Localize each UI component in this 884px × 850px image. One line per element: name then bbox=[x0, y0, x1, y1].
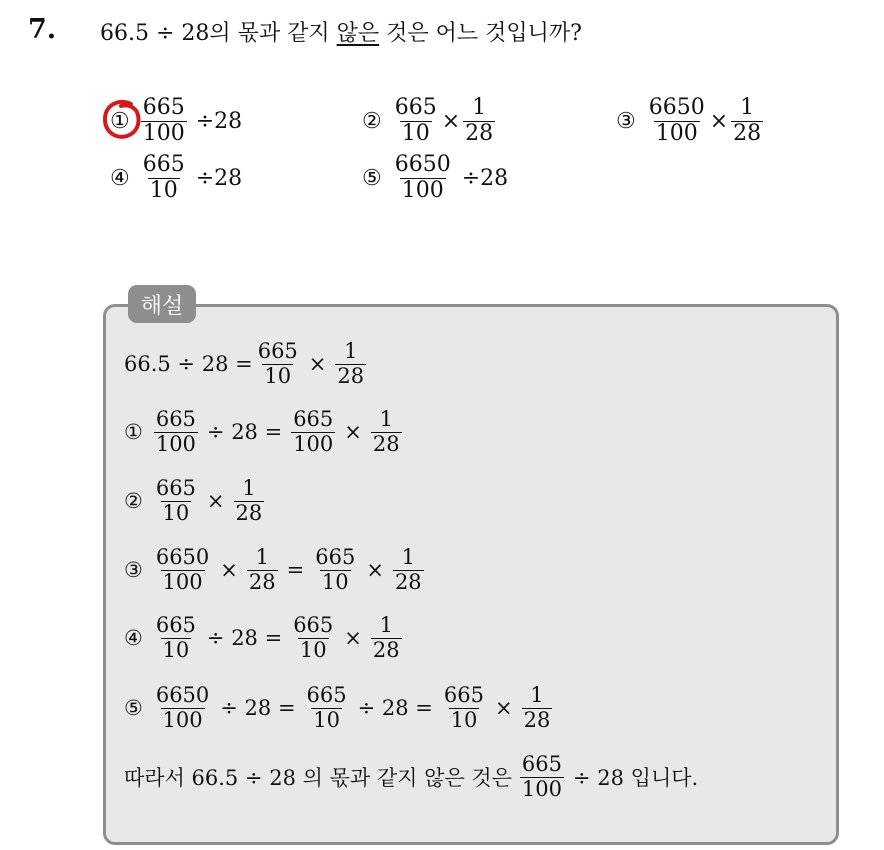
choice-2[interactable] bbox=[362, 96, 498, 146]
line-mark: ② bbox=[124, 489, 143, 514]
operator: ÷ 28 = bbox=[206, 420, 283, 445]
fraction bbox=[154, 546, 211, 594]
numerator: 665 bbox=[293, 613, 334, 637]
line-mark: ⑤ bbox=[124, 696, 143, 721]
numerator: 1 bbox=[379, 407, 393, 431]
fraction bbox=[371, 614, 402, 662]
numerator: 1 bbox=[242, 476, 256, 500]
choice-mark: ③ bbox=[616, 108, 636, 134]
denominator: 28 bbox=[372, 431, 400, 456]
choice-mark: ⑤ bbox=[362, 165, 382, 191]
operator: ÷ 28 = bbox=[357, 696, 433, 721]
numerator: 665 bbox=[155, 476, 196, 500]
choice-5[interactable] bbox=[362, 153, 514, 203]
numerator: 1 bbox=[472, 95, 487, 120]
fraction bbox=[520, 753, 564, 801]
numerator: 665 bbox=[394, 95, 437, 120]
numerator: 1 bbox=[255, 545, 269, 569]
operator: × bbox=[220, 558, 238, 583]
numerator: 1 bbox=[740, 95, 755, 120]
denominator: 100 bbox=[162, 569, 203, 594]
numerator: 665 bbox=[293, 407, 334, 431]
fraction bbox=[313, 546, 357, 594]
numerator: 665 bbox=[155, 407, 196, 431]
numerator: 6650 bbox=[394, 152, 451, 177]
denominator: 10 bbox=[149, 177, 178, 203]
operator: ÷ 28 = bbox=[206, 626, 283, 651]
fraction bbox=[141, 153, 187, 203]
numerator: 665 bbox=[306, 683, 347, 707]
circle-stroke bbox=[105, 102, 139, 137]
fraction bbox=[442, 684, 486, 732]
fraction bbox=[371, 408, 402, 456]
fraction bbox=[247, 546, 278, 594]
line-mark: ③ bbox=[124, 558, 143, 583]
denominator: 100 bbox=[655, 120, 698, 146]
numerator: 6650 bbox=[155, 683, 210, 707]
fraction bbox=[335, 340, 366, 388]
question-text bbox=[100, 16, 582, 47]
question-text-before: 66.5 ÷ 28의 몫과 같지 bbox=[100, 21, 337, 46]
numerator: 6650 bbox=[155, 545, 210, 569]
fraction bbox=[291, 408, 335, 456]
choice-4[interactable] bbox=[110, 153, 248, 203]
operator: ÷28 bbox=[195, 165, 243, 191]
denominator: 28 bbox=[394, 569, 422, 594]
operator: = bbox=[286, 558, 305, 583]
denominator: 100 bbox=[401, 177, 444, 203]
numerator: 1 bbox=[530, 683, 544, 707]
question-text-underlined: 않은 bbox=[336, 21, 380, 46]
denominator: 100 bbox=[155, 431, 196, 456]
operator: × bbox=[308, 352, 327, 377]
fraction bbox=[463, 96, 495, 146]
solution-intro bbox=[124, 340, 369, 388]
numerator: 1 bbox=[401, 545, 415, 569]
numerator: 665 bbox=[142, 152, 185, 177]
solution-line-1 bbox=[124, 408, 405, 456]
numerator: 6650 bbox=[648, 95, 705, 120]
fraction bbox=[731, 96, 763, 146]
denominator: 100 bbox=[293, 431, 334, 456]
operator: × bbox=[206, 489, 225, 514]
denominator: 10 bbox=[299, 637, 327, 662]
fraction bbox=[522, 684, 553, 732]
fraction bbox=[154, 614, 198, 662]
choice-mark: ④ bbox=[110, 165, 130, 191]
fraction bbox=[256, 340, 300, 388]
denominator: 28 bbox=[248, 569, 276, 594]
numerator: 665 bbox=[257, 339, 298, 363]
numerator: 665 bbox=[155, 613, 196, 637]
choice-3[interactable] bbox=[616, 96, 766, 146]
solution-tag: 해설 bbox=[128, 285, 196, 323]
question-text-after: 것은 어느 것입니까? bbox=[379, 21, 582, 46]
fraction bbox=[291, 614, 335, 662]
operator: ÷ 28 = bbox=[220, 696, 296, 721]
numerator: 1 bbox=[344, 339, 358, 363]
fraction bbox=[305, 684, 349, 732]
denominator: 10 bbox=[264, 363, 292, 388]
fraction bbox=[393, 153, 453, 203]
line-mark: ① bbox=[124, 420, 143, 445]
operator: × bbox=[709, 108, 729, 134]
selected-answer-circle-icon bbox=[101, 99, 141, 141]
conclusion-after: ÷ 28 입니다. bbox=[573, 766, 699, 791]
fraction bbox=[154, 684, 211, 732]
operator: × bbox=[344, 626, 362, 651]
denominator: 100 bbox=[142, 120, 185, 146]
conclusion-before: 따라서 66.5 ÷ 28 의 몫과 같지 않은 것은 bbox=[124, 766, 512, 791]
denominator: 28 bbox=[733, 120, 762, 146]
fraction bbox=[393, 546, 424, 594]
operator: ÷28 bbox=[461, 165, 509, 191]
intro-lhs: 66.5 ÷ 28 = bbox=[124, 352, 253, 377]
fraction bbox=[393, 96, 439, 146]
operator: × bbox=[344, 420, 362, 445]
numerator: 665 bbox=[521, 752, 563, 776]
denominator: 28 bbox=[372, 637, 400, 662]
denominator: 10 bbox=[162, 637, 190, 662]
line-mark: ④ bbox=[124, 626, 143, 651]
solution-line-3 bbox=[124, 546, 427, 594]
operator: × bbox=[495, 696, 513, 721]
fraction bbox=[154, 408, 198, 456]
operator: × bbox=[366, 558, 384, 583]
denominator: 100 bbox=[162, 707, 203, 732]
numerator: 665 bbox=[443, 683, 484, 707]
solution-line-5 bbox=[124, 684, 555, 732]
denominator: 28 bbox=[465, 120, 494, 146]
denominator: 28 bbox=[337, 363, 365, 388]
question-number: 7. bbox=[28, 14, 57, 45]
denominator: 28 bbox=[235, 500, 263, 525]
fraction bbox=[154, 477, 198, 525]
operator: ÷28 bbox=[195, 108, 243, 134]
denominator: 10 bbox=[321, 569, 349, 594]
operator: × bbox=[441, 108, 461, 134]
fraction bbox=[141, 96, 187, 146]
choice-mark: ② bbox=[362, 108, 382, 134]
choice-mark: ① bbox=[110, 108, 130, 134]
denominator: 10 bbox=[450, 707, 478, 732]
denominator: 10 bbox=[401, 120, 430, 146]
solution-line-2 bbox=[124, 477, 267, 525]
denominator: 100 bbox=[521, 776, 563, 801]
numerator: 1 bbox=[379, 613, 393, 637]
fraction bbox=[647, 96, 707, 146]
denominator: 10 bbox=[313, 707, 340, 732]
denominator: 10 bbox=[162, 500, 190, 525]
denominator: 28 bbox=[523, 707, 551, 732]
numerator: 665 bbox=[142, 95, 185, 120]
fraction bbox=[234, 477, 265, 525]
solution-line-4 bbox=[124, 614, 405, 662]
solution-conclusion bbox=[124, 753, 704, 801]
numerator: 665 bbox=[315, 545, 356, 569]
